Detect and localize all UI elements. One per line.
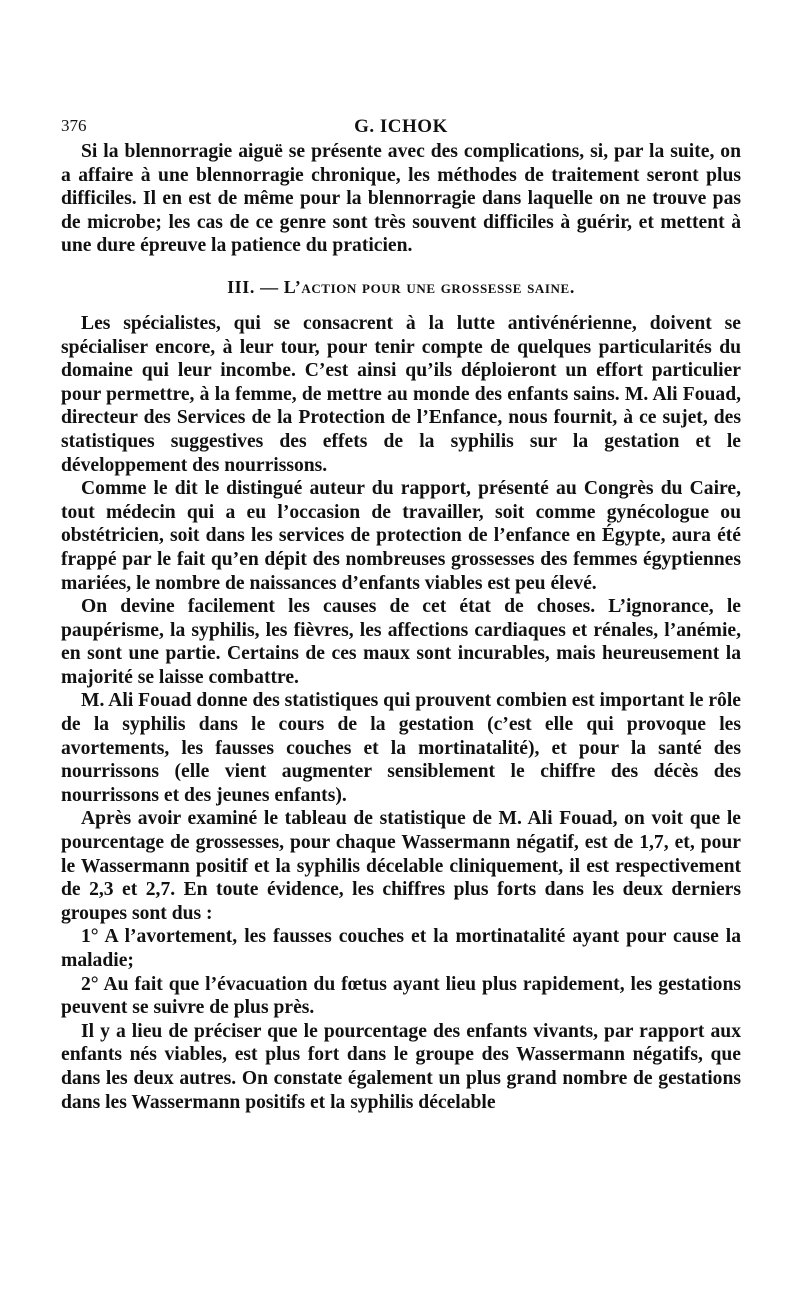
section-numeral: III. —: [227, 276, 284, 297]
list-item-avortement: 1° A l’avortement, les fausses couches et la mortinatalité ayant pour cause la maladie;: [61, 926, 741, 971]
page-header: [61, 110, 741, 140]
list-item-evacuation: 2° Au fait que l’évacuation du fœtus ayant lieu plus rapidement, les gestations peuvent se suivre de plus près.: [61, 973, 741, 1019]
paragraph-statistiques: M. Ali Fouad donne des statistiques qui prouvent combien est important le rôle de la syphilis dans le cours de la gestation (c’est elle qui provoque les avortements, les fausses couches et la mortinatalité), et pour la santé des nourrissons (elle vient augmenter sensiblement le chiffre des décès des nourrissons et des jeunes enfants).: [61, 690, 741, 806]
paragraph-causes: On devine facilement les causes de cet état de choses. L’ignorance, le paupérisme, la syphilis, les fièvres, les affections cardiaques et rénales, l’anémie, en sont une partie. Certains de ces maux sont incurables, mais heureusement la majorité se laisse combattre.: [61, 596, 741, 688]
paragraph-specialistes: Les spécialistes, qui se consacrent à la lutte antivénérienne, doivent se spécialiser encore, à leur tour, pour tenir compte de quelques particularités du domaine qui leur incombe. C’est ainsi qu’ils déploieront un effort particulier pour permettre, à la femme, de mettre au monde des enfants sains. M. Ali Fouad, directeur des Services de la Protection de l’Enfance, nous fournit, à ce sujet, des statistiques suggestives des effets de la syphilis sur la gestation et le développement des nourrissons.: [61, 312, 741, 476]
paragraph-congres-caire: Comme le dit le distingué auteur du rapport, présenté au Congrès du Caire, tout médecin qui a eu l’occasion de travailler, soit comme gynécologue ou obstétricien, soit dans les services de protection de l’enfance en Égypte, aura été frappé par le fait qu’en dépit des nombreuses grossesses des femmes égyptiennes mariées, le nombre de naissances d’enfants viables est peu élevé.: [61, 478, 741, 594]
section-heading: [61, 277, 741, 298]
paragraph-blennorragie: Si la blennorragie aiguë se présente avec des complications, si, par la suite, on a affaire à une blennorragie chronique, les méthodes de traitement seront plus difficiles. Il en est de même pour la blennorragie dans laquelle on ne trouve pas de microbe; les cas de ce genre sont très souvent difficiles à guérir, et mettent à une dure épreuve la patience du praticien.: [61, 141, 741, 257]
paragraph-pourcentage: Il y a lieu de préciser que le pourcentage des enfants vivants, par rapport aux enfants nés viables, est plus fort dans le groupe des Wassermann négatifs, que dans les deux autres. On constate également un plus grand nombre de gestations dans les Wassermann positifs et la syphilis décelable: [61, 1020, 741, 1113]
page-number: 376: [61, 116, 87, 135]
book-page: [61, 110, 741, 1114]
section-title: L’action pour une grossesse saine.: [283, 276, 575, 297]
paragraph-tableau: Après avoir examiné le tableau de statistique de M. Ali Fouad, on voit que le pourcentage de grossesses, pour chaque Wassermann négatif, est de 1,7, et, pour le Wassermann positif et la syphilis décelable cliniquement, il est respectivement de 2,3 et 2,7. En toute évidence, les chiffres plus forts dans les deux derniers groupes sont dus :: [61, 808, 741, 924]
running-title: G. ICHOK: [354, 116, 448, 137]
